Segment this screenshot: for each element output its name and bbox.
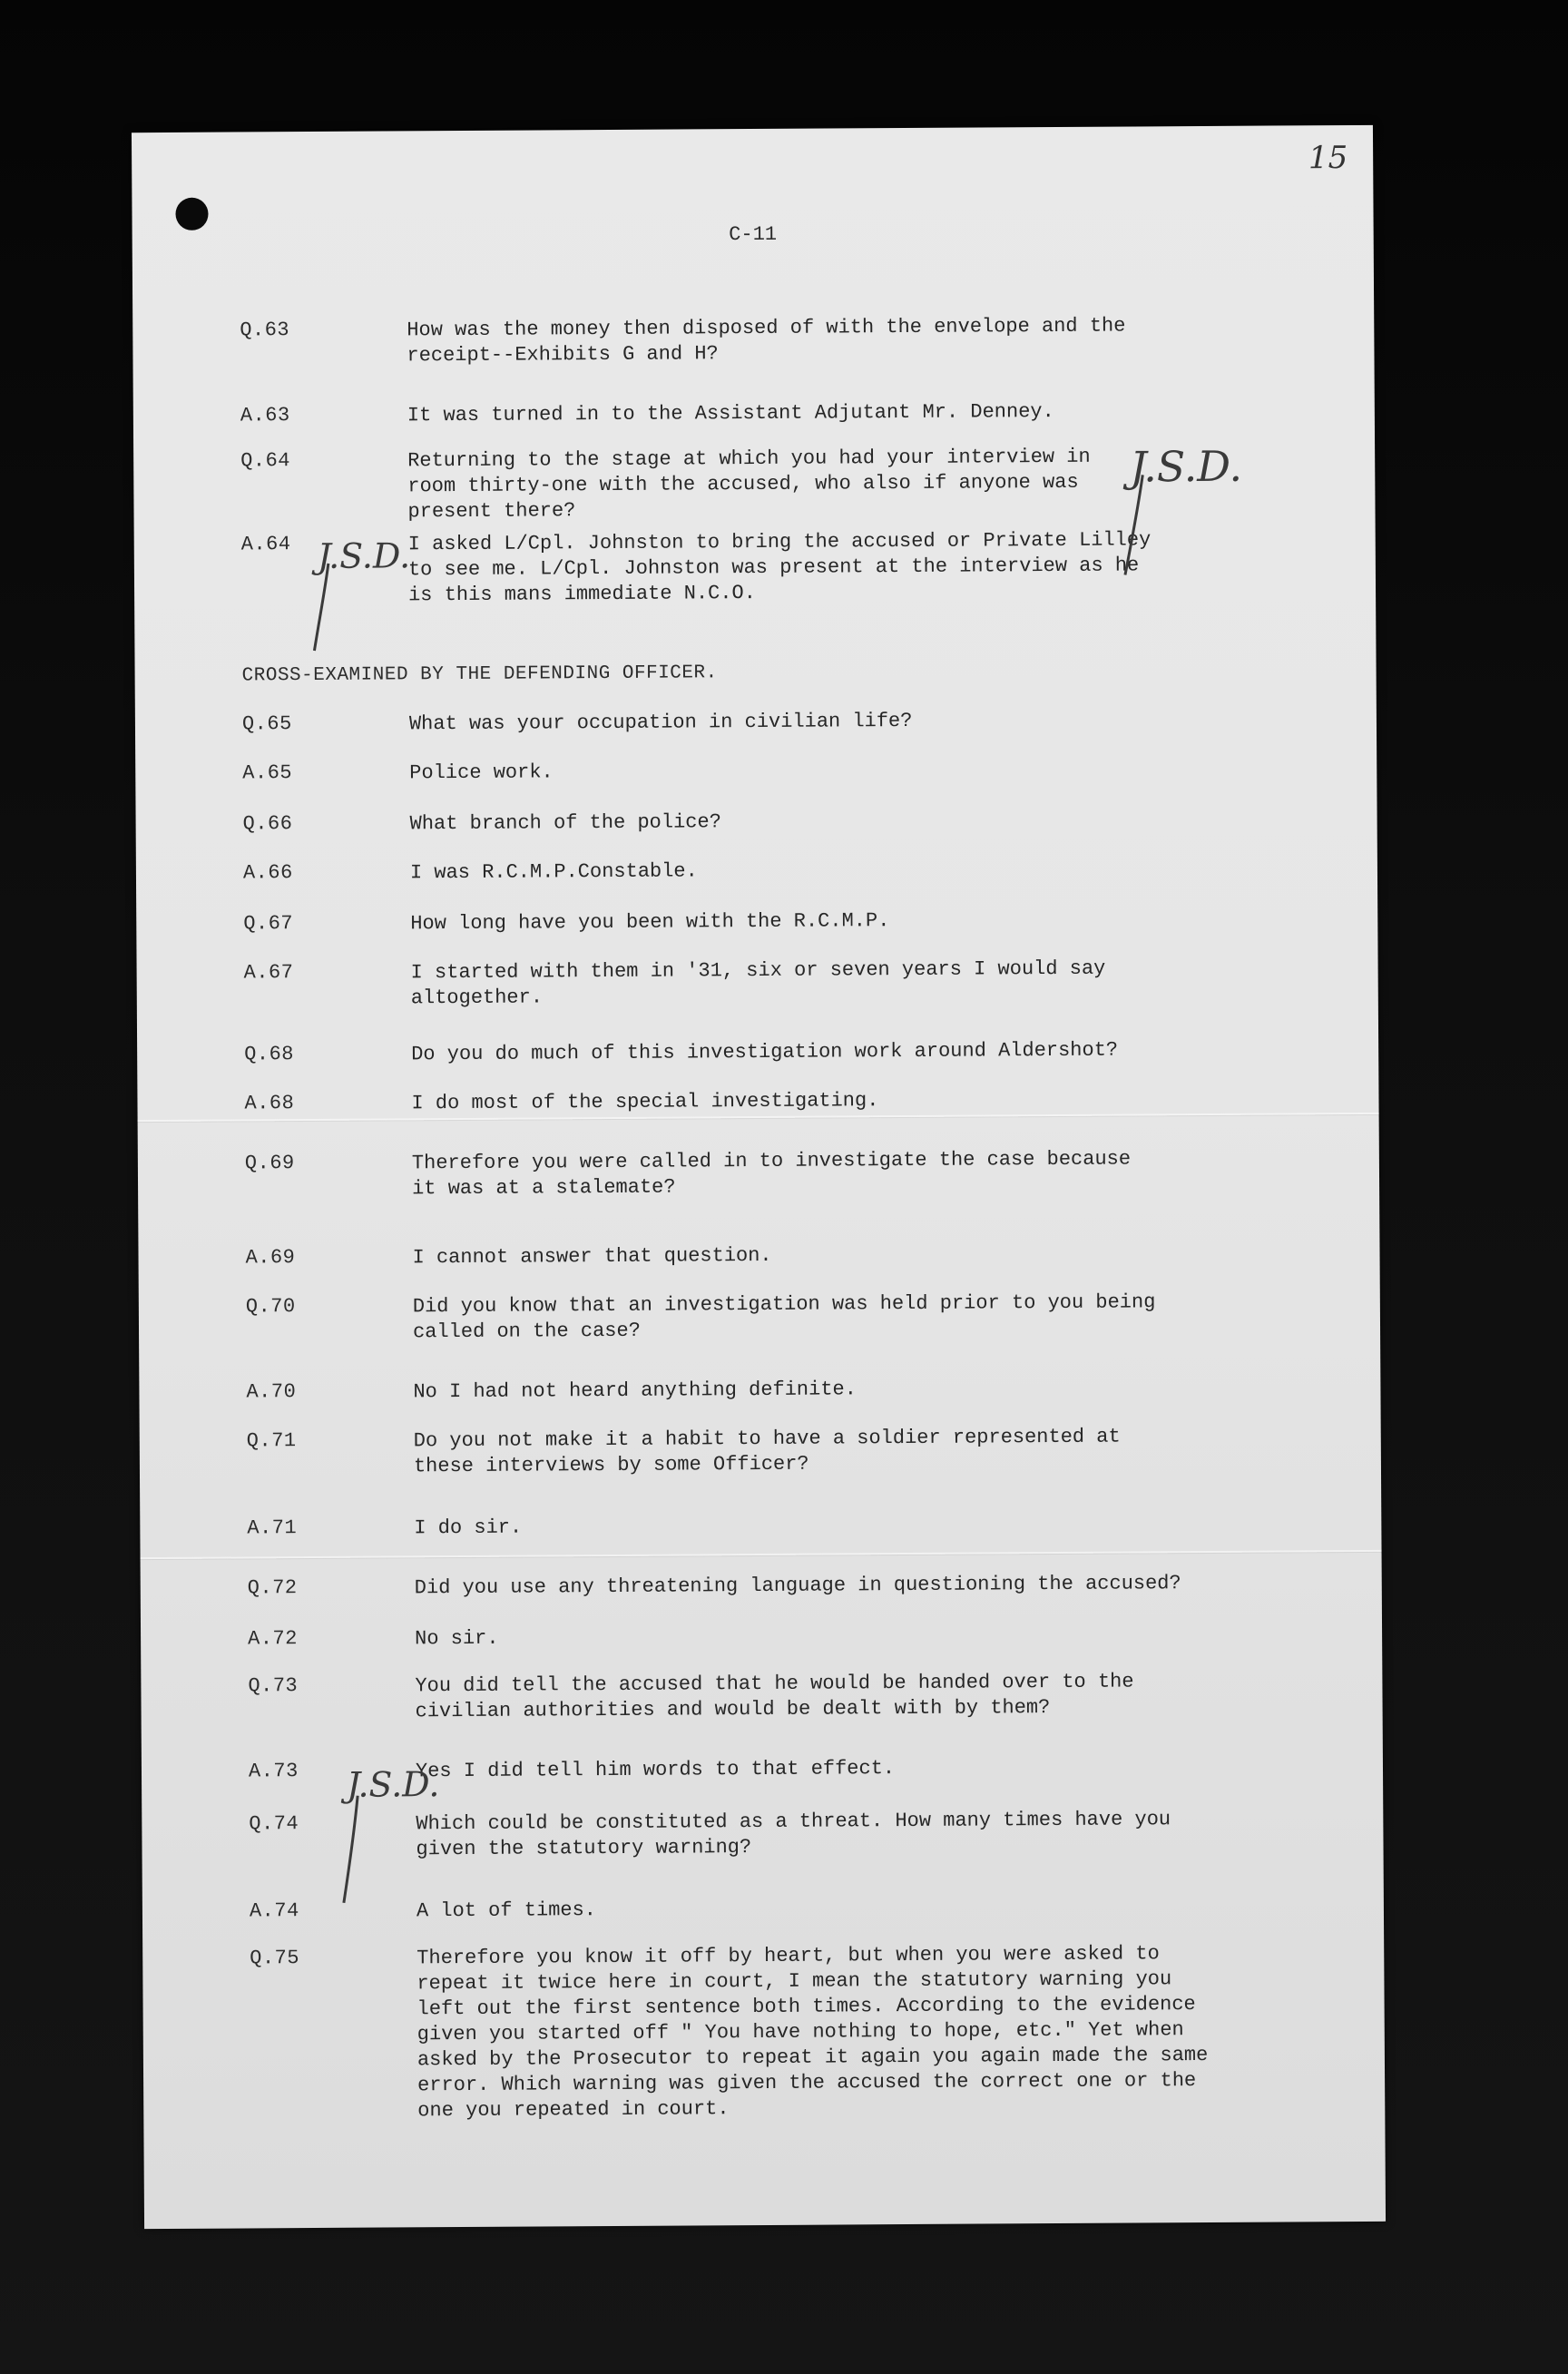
transcript-entry — [136, 906, 1377, 936]
entry-text: It was turned in to the Assistant Adjutant Mr. Denney. — [407, 399, 1054, 427]
entry-text: How long have you been with the R.C.M.P. — [410, 909, 890, 936]
handwritten-initials: J.S.D. — [347, 1764, 440, 1805]
entry-text: I do most of the special investigating. — [411, 1089, 879, 1115]
entry-text: A lot of times. — [416, 1898, 597, 1923]
entry-text: I started with them in '31, six or seven years I would say altogether. — [410, 956, 1106, 1010]
transcript-entry — [139, 1374, 1380, 1404]
transcript-entry — [140, 1423, 1381, 1478]
entry-label: A.74 — [249, 1899, 299, 1923]
entry-label: A.69 — [245, 1246, 296, 1270]
transcript-entry — [137, 955, 1378, 1010]
entry-label: Q.71 — [246, 1429, 297, 1453]
entry-label: A.66 — [242, 861, 293, 885]
entry-label: A.73 — [248, 1760, 299, 1783]
entry-label: Q.64 — [240, 449, 291, 473]
entry-label: A.64 — [240, 533, 291, 556]
entry-text: Did you use any threatening language in questioning the accused? — [414, 1572, 1181, 1600]
entry-label: Q.75 — [250, 1947, 300, 1970]
entry-text: How was the money then disposed of with the envelope and the receipt--Exhibits G and H? — [407, 314, 1126, 368]
entry-text: Returning to the stage at which you had your interview in room thirty-one with the accused, who also if anyone was present there? — [407, 445, 1091, 524]
entry-text: I was R.C.M.P.Constable. — [409, 859, 698, 885]
entry-text: Do you do much of this investigation work around Aldershot? — [411, 1038, 1119, 1066]
entry-label: Q.63 — [240, 319, 290, 342]
transcript-entry — [137, 1036, 1378, 1066]
entry-label: Q.74 — [249, 1812, 299, 1836]
entry-label: Q.68 — [244, 1043, 295, 1066]
document-page — [132, 125, 1386, 2229]
page-identifier: C-11 — [729, 222, 778, 247]
transcript-entry — [138, 1145, 1379, 1201]
entry-label: Q.65 — [241, 712, 292, 736]
transcript-entry — [142, 1753, 1383, 1783]
transcript-entry — [138, 1240, 1379, 1270]
handwritten-initials: J.S.D. — [1130, 442, 1242, 492]
entry-text: Did you know that an investigation was held prior to you being called on the case? — [412, 1290, 1156, 1344]
transcript-entry — [133, 397, 1375, 427]
entry-label: A.70 — [246, 1380, 297, 1404]
transcript-entry — [132, 312, 1374, 368]
entry-label: Q.66 — [242, 812, 293, 836]
entry-text: What branch of the police? — [409, 810, 721, 836]
entry-text: I asked L/Cpl. Johnston to bring the accused or Private Lilley to see me. L/Cpl. Johnston was present at the interview as he is this mans immediate N.C.O. — [407, 528, 1152, 607]
entry-label: Q.67 — [243, 912, 294, 936]
entry-text: I cannot answer that question. — [412, 1243, 772, 1270]
section-heading: CROSS-EXAMINED BY THE DEFENDING OFFICER. — [241, 662, 718, 687]
transcript-entry — [137, 1085, 1378, 1115]
transcript-entry — [141, 1621, 1382, 1651]
entry-text: You did tell the accused that he would be handed over to the civilian authorities and would be dealt with by them? — [415, 1670, 1134, 1723]
fold-line — [141, 1550, 1382, 1559]
entry-label: Q.73 — [248, 1674, 299, 1698]
entry-label: Q.70 — [245, 1295, 296, 1319]
entry-text: Do you not make it a habit to have a soldier represented at these interviews by some Officer? — [413, 1425, 1121, 1478]
entry-text: Therefore you were called in to investigate the case because it was at a stalemate? — [411, 1147, 1132, 1201]
entry-label: A.71 — [247, 1516, 298, 1540]
transcript-entry — [136, 855, 1377, 885]
handwritten-initials: J.S.D. — [318, 535, 411, 576]
handwritten-page-number: 15 — [1308, 140, 1348, 177]
transcript-entry — [142, 1806, 1383, 1861]
entry-text: Which could be constituted as a threat. How many times have you given the statutory warning? — [416, 1808, 1171, 1861]
entry-text: I do sir. — [414, 1516, 523, 1540]
entry-label: A.67 — [243, 961, 294, 985]
entry-label: Q.69 — [244, 1152, 295, 1175]
entry-text: Therefore you know it off by heart, but when you were asked to repeat it twice here in court, I mean the statutory warning you left out the first sentence both times. According to the evidence given you started off " You have nothing to hope, etc." Yet when asked by the Prosecutor to repeat it again you again made the same error. Which warning was given the accused the correct one or the one you repeated in court. — [416, 1942, 1209, 2123]
transcript-entry — [135, 755, 1377, 785]
punch-hole — [175, 198, 208, 231]
transcript-entry — [142, 1940, 1384, 2123]
transcript-entry — [141, 1570, 1382, 1600]
transcript-entry — [142, 1893, 1384, 1923]
transcript-entry — [135, 706, 1377, 736]
entry-text: Police work. — [409, 760, 554, 785]
entry-text: No sir. — [415, 1626, 499, 1651]
entry-label: A.65 — [242, 761, 293, 785]
entry-label: A.63 — [240, 404, 290, 427]
entry-text: Yes I did tell him words to that effect. — [415, 1757, 896, 1783]
entry-label: A.72 — [248, 1627, 298, 1651]
transcript-entry — [136, 806, 1377, 836]
entry-text: No I had not heard anything definite. — [413, 1378, 857, 1404]
entry-text: What was your occupation in civilian life? — [408, 709, 913, 736]
entry-label: Q.72 — [247, 1576, 298, 1600]
transcript-entry — [140, 1510, 1381, 1540]
entry-label: A.68 — [244, 1092, 295, 1115]
transcript-entry — [141, 1668, 1382, 1723]
transcript-entry — [139, 1289, 1380, 1344]
